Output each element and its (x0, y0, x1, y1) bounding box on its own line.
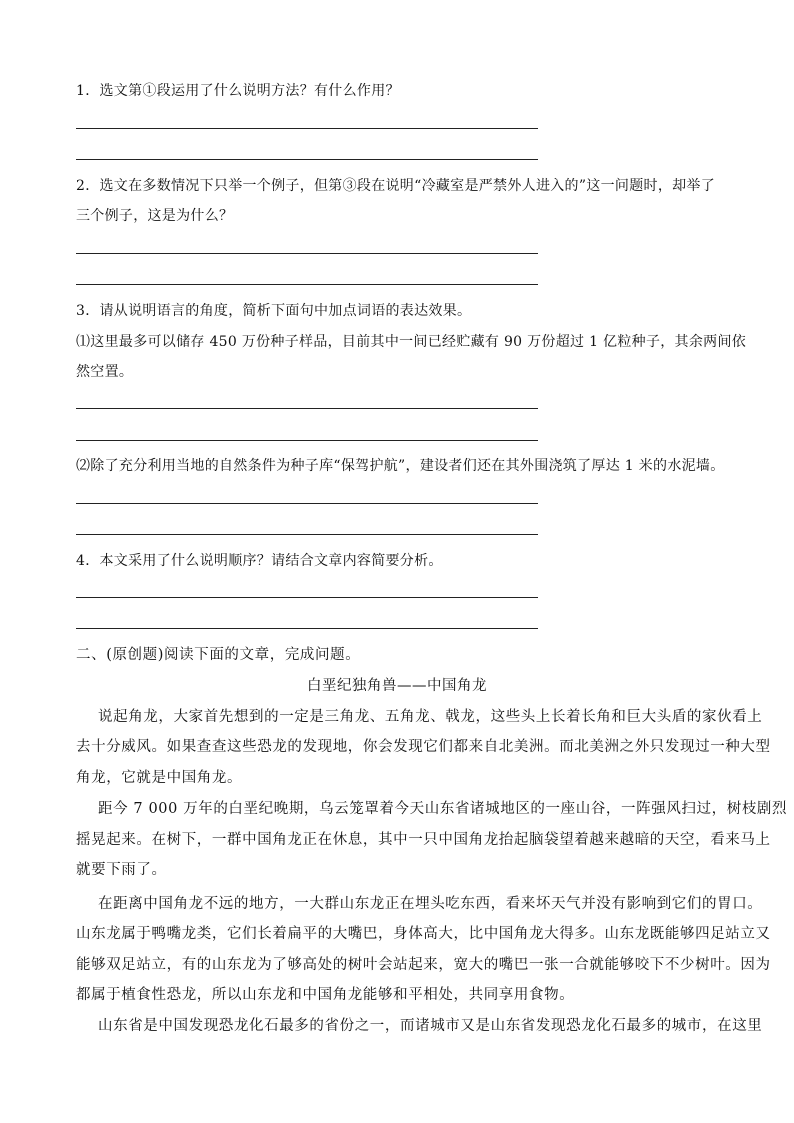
question-4: 4．本文采用了什么说明顺序？请结合文章内容简要分析。 (76, 553, 443, 569)
answer-line (76, 597, 538, 598)
paragraph-line: 山东省是中国发现恐龙化石最多的省份之一，而诸城市又是山东省发现恐龙化石最多的城市，在这里 (98, 1018, 763, 1034)
article-title: 白垩纪独角兽——中国角龙 (307, 678, 487, 694)
paragraph-line: 都属于植食性恐龙，所以山东龙和中国角龙能够和平相处，共同享用食物。 (76, 987, 575, 1003)
paragraph-line: 说起角龙，大家首先想到的一定是三角龙、五角龙、戟龙，这些头上长着长角和巨大头盾的家伙看上 (98, 709, 763, 725)
paragraph-line: 就要下雨了。 (76, 862, 167, 878)
paragraph-line: 去十分威风。如果查查这些恐龙的发现地，你会发现它们都来自北美洲。而北美洲之外只发现过一种大型 (76, 739, 771, 755)
answer-line (76, 628, 538, 629)
paragraph-line: 距今 7 000 万年的白垩纪晚期，乌云笼罩着今天山东省诸城地区的一座山谷，一阵强风扫过，树枝剧烈 (98, 801, 788, 817)
answer-line (76, 534, 538, 535)
question-2-line-1: 2．选文在多数情况下只举一个例子，但第③段在说明“冷藏室是严禁外人进入的”这一问题时，却举了 (76, 178, 716, 194)
question-3-2: ⑵除了充分利用当地的自然条件为种子库“保驾护航”，建设者们还在其外围浇筑了厚达 1 米的水泥墙。 (76, 458, 725, 474)
question-2-line-2: 三个例子，这是为什么？ (76, 208, 234, 224)
question-3-1-line-1: ⑴这里最多可以储存 450 万份种子样品，目前其中一间已经贮藏有 90 万份超过 1 亿粒种子，其余两间依 (76, 334, 747, 350)
answer-line (76, 159, 538, 160)
answer-line (76, 128, 538, 129)
answer-line (76, 253, 538, 254)
paragraph-line: 能够双足站立，有的山东龙为了够高处的树叶会站起来，宽大的嘴巴一张一合就能够咬下不少树叶。因为 (76, 957, 771, 973)
answer-line (76, 284, 538, 285)
question-3: 3．请从说明语言的角度，简析下面句中加点词语的表达效果。 (76, 303, 472, 319)
paragraph-line: 摇晃起来。在树下，一群中国角龙正在休息，其中一只中国角龙抬起脑袋望着越来越暗的天空，看来马上 (76, 832, 771, 848)
answer-line (76, 503, 538, 504)
question-3-1-line-2: 然空置。 (76, 364, 134, 380)
paragraph-line: 角龙，它就是中国角龙。 (76, 770, 243, 786)
answer-line (76, 408, 538, 409)
paragraph-line: 山东龙属于鸭嘴龙类，它们长着扁平的大嘴巴，身体高大，比中国角龙大得多。山东龙既能够四足站立又 (76, 926, 771, 942)
question-1: 1．选文第①段运用了什么说明方法？有什么作用？ (76, 83, 400, 99)
section-heading: 二、(原创题)阅读下面的文章，完成问题。 (76, 647, 361, 663)
answer-line (76, 440, 538, 441)
paragraph-line: 在距离中国角龙不远的地方，一大群山东龙正在埋头吃东西，看来坏天气并没有影响到它们的胃口。 (98, 896, 763, 912)
